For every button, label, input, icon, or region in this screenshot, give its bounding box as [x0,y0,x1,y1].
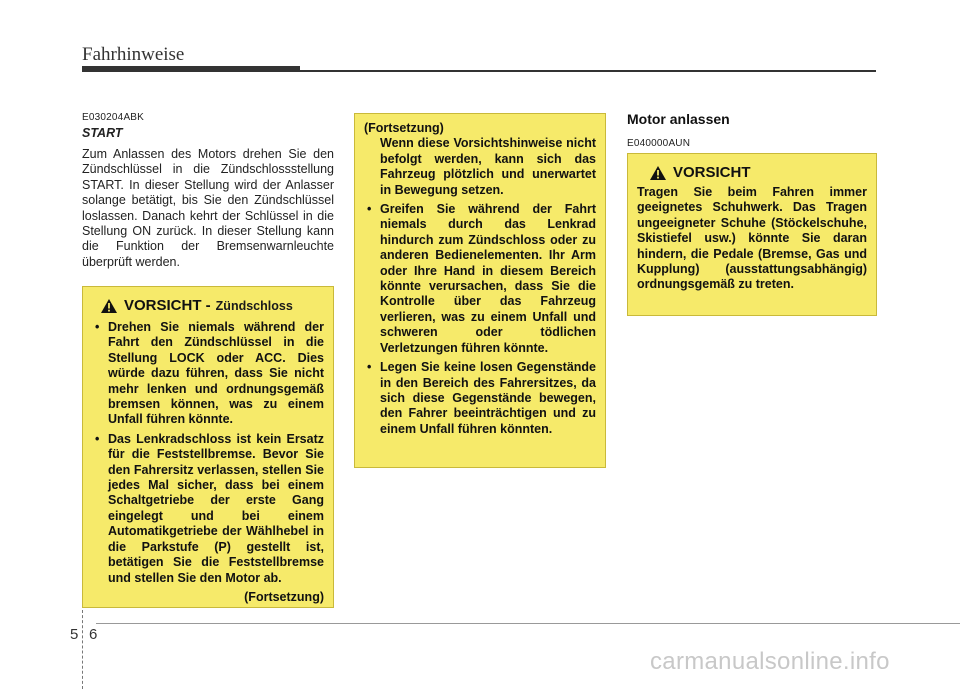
continued-label: (Fortsetzung) [244,589,324,604]
footer-rule [96,623,960,624]
warning-header [649,164,867,181]
bullet-text: Legen Sie keine losen Gegenstände in den Bereich des Fahrersitzes, da sich diese Gegenstände bewegen, den Fahrer beeinträchtigen und zu einem Unfall führen könnten. [380,360,596,436]
bullet-text: Das Lenkradschloss ist kein Ersatz für die Feststellbremse. Bevor Sie den Fahrersitz verlassen, stellen Sie jedes Mal sicher, dass bei einem Schaltgetriebe der erste Gang eingelegt und bei einem Automatikgetriebe der Wählhebel in die Parkstufe (P) gestellt ist, betätigen Sie die Feststellbremse und stellen Sie den Motor ab. [108,431,324,585]
continued-heading: (Fortsetzung) [364,121,444,135]
start-subtitle: START [82,126,123,140]
warning-box-continued [354,113,606,468]
list-item [364,202,596,356]
warning-bullet-list [92,320,324,586]
warning-text: Tragen Sie beim Fahren immer geeignetes Schuhwerk. Das Tragen ungeeigneter Schuhe (Stöckelschuhe, Skistiefel usw.) könnte Sie daran hindern, die Pedale (Bremse, Gas und Kupplung) (ausstattungsabhängig) ordnungsgemäß zu treten. [637,185,867,292]
list-item [92,432,324,586]
warning-bullet-list [364,202,596,437]
bullet-text: Drehen Sie niemals während der Fahrt den Zündschlüssel in die Stellung LOCK oder ACC. Dies würde dazu führen, dass Sie nicht mehr lenken und ordnungsgemäß bremsen können, was zu einem Unfall führen könnte. [108,320,324,427]
bullet-dot-icon: • [367,360,372,375]
section-code: E040000AUN [627,138,691,149]
warning-box-ignition [82,286,334,608]
bullet-text: Greifen Sie während der Fahrt niemals durch das Lenkrad hindurch zum Zündschloss oder zu anderen Bedienelementen. Ihr Arm oder Ihre Hand in diesem Bereich könnte verursachen, dass Sie die Kontrolle über das Fahrzeug verlieren, was zu einem Unfall und schweren oder tödlichen Verletzungen führen könnte. [380,202,596,355]
warning-title: VORSICHT [673,164,751,181]
footer-section-number: 5 [70,626,79,643]
list-item [92,320,324,428]
warning-subtitle: Zündschloss [215,298,293,313]
bullet-dot-icon: • [95,320,100,334]
bullet-dot-icon: • [95,431,100,446]
page-header-title: Fahrhinweise [82,44,185,65]
header-rule-thick [82,66,300,72]
section-code: E030204ABK [82,112,145,123]
continued-intro: Wenn diese Vorsichtshinweise nicht befolgt werden, kann sich das Fahrzeug plötzlich und unerwartet in Bewegung setzen. [380,136,596,197]
warning-title: VORSICHT - [124,297,211,314]
warning-triangle-icon [100,298,118,314]
section-title-motor: Motor anlassen [627,111,730,127]
footer-page-number: 6 [89,626,98,643]
list-item [364,360,596,437]
warning-header [100,297,324,314]
footer-divider [82,610,84,689]
start-paragraph: Zum Anlassen des Motors drehen Sie den Zündschlüssel in die Zündschlossstellung START. In dieser Stellung wird der Anlasser solange betätigt, bis Sie den Zündschlüssel loslassen. Danach kehrt der Schlüssel in die Stellung ON zurück. In dieser Stellung kann die Funktion der Bremsenwarnleuchte überprüft werden. [82,147,334,269]
left-column [82,112,334,270]
warning-box-footwear [627,153,877,316]
watermark-text: carmanualsonline.info [650,648,890,675]
bullet-dot-icon: • [367,202,372,217]
warning-triangle-icon [649,165,667,181]
header-rule-thin [300,70,876,72]
